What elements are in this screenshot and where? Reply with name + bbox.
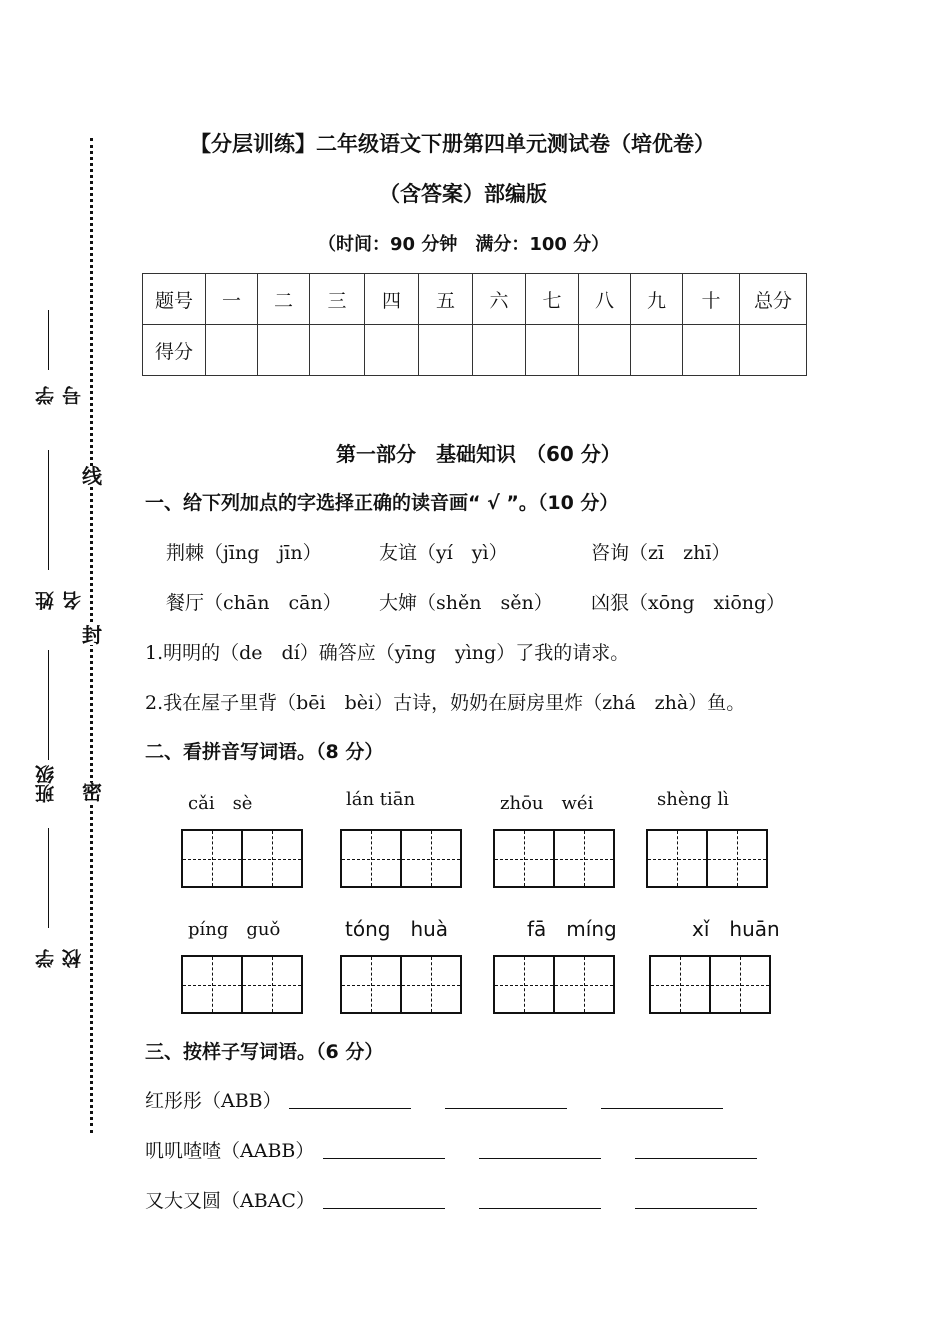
q1-item: 咨询（zī zhī） — [591, 542, 731, 564]
score-cell[interactable] — [740, 325, 807, 376]
pinyin-label: shèng lì — [657, 789, 729, 810]
score-cell[interactable] — [579, 325, 631, 376]
answer-blank[interactable] — [479, 1158, 601, 1159]
score-cell[interactable] — [419, 325, 473, 376]
class-label: 班级 — [35, 765, 57, 803]
q1-item: 友谊（yí yì） — [379, 542, 508, 564]
part1-heading: 第一部分 基础知识 （60 分） — [336, 442, 621, 466]
score-cell[interactable] — [310, 325, 365, 376]
writing-box[interactable] — [493, 829, 615, 888]
answer-blank[interactable] — [445, 1108, 567, 1109]
score-header-cell: 五 — [419, 274, 473, 325]
score-header-cell: 六 — [473, 274, 526, 325]
q3-example: 叽叽喳喳（AABB） — [145, 1140, 315, 1162]
score-cell[interactable] — [365, 325, 419, 376]
writing-box[interactable] — [646, 829, 768, 888]
score-header-cell: 十 — [683, 274, 740, 325]
name-field[interactable] — [28, 450, 84, 610]
score-header-cell: 四 — [365, 274, 419, 325]
name-label: 姓名 — [35, 591, 84, 610]
score-row-label: 得分 — [143, 325, 206, 376]
pinyin-label: zhōu wéi — [500, 793, 594, 814]
score-value-row — [143, 325, 807, 376]
q1-item: 凶狠（xōng xiōng） — [591, 592, 786, 614]
q1-heading: 一、给下列加点的字选择正确的读音画“ √ ”。（10 分） — [145, 492, 619, 514]
exam-info: （时间：90 分钟 满分：100 分） — [318, 234, 610, 255]
q1-sentence-2: 2.我在屋子里背（bēi bèi）古诗，奶奶在厨房里炸（zhá zhà）鱼。 — [145, 692, 746, 714]
score-cell[interactable] — [206, 325, 258, 376]
writing-box[interactable] — [649, 955, 771, 1014]
q3-example: 红彤彤（ABB） — [145, 1090, 282, 1112]
q1-item: 餐厅（chān cān） — [166, 592, 342, 614]
score-header-cell: 一 — [206, 274, 258, 325]
answer-blank[interactable] — [635, 1158, 757, 1159]
writing-box[interactable] — [340, 829, 462, 888]
score-cell[interactable] — [526, 325, 579, 376]
q1-item: 荆棘（jīng jīn） — [166, 542, 322, 564]
writing-box[interactable] — [181, 829, 303, 888]
answer-blank[interactable] — [479, 1208, 601, 1209]
score-header-row — [143, 274, 807, 325]
q3-heading: 三、按样子写词语。（6 分） — [145, 1041, 384, 1063]
page-title: 【分层训练】二年级语文下册第四单元测试卷（培优卷） — [190, 132, 715, 156]
class-field[interactable] — [28, 650, 58, 820]
score-header-cell: 二 — [258, 274, 310, 325]
score-table — [142, 273, 807, 376]
writing-box[interactable] — [340, 955, 462, 1014]
page-subtitle: （含答案）部编版 — [379, 182, 547, 206]
school-label: 学校 — [35, 949, 84, 968]
q3-example: 又大又圆（ABAC） — [145, 1190, 315, 1212]
seal-word-mi: 密 — [82, 780, 102, 804]
score-header-cell: 题号 — [143, 274, 206, 325]
student-id-label: 学号 — [35, 386, 84, 405]
score-header-cell: 八 — [579, 274, 631, 325]
score-header-cell: 九 — [631, 274, 683, 325]
q1-sentence-1: 1.明明的（de dí）确答应（yīng yìng）了我的请求。 — [145, 642, 630, 664]
q1-item: 大婶（shěn sěn） — [379, 592, 553, 614]
school-field[interactable] — [28, 828, 84, 968]
writing-box[interactable] — [181, 955, 303, 1014]
score-header-cell: 三 — [310, 274, 365, 325]
answer-blank[interactable] — [601, 1108, 723, 1109]
pinyin-label: xǐ huān — [692, 917, 780, 941]
answer-blank[interactable] — [323, 1158, 445, 1159]
pinyin-label: cǎi sè — [188, 793, 253, 814]
pinyin-label: píng guǒ — [188, 919, 281, 940]
pinyin-label: fā míng — [527, 917, 617, 941]
score-cell[interactable] — [473, 325, 526, 376]
score-header-cell: 总分 — [740, 274, 807, 325]
score-cell[interactable] — [258, 325, 310, 376]
student-id-field[interactable] — [28, 310, 84, 405]
seal-word-feng: 封 — [82, 623, 102, 647]
seal-word-xian: 线 — [82, 464, 102, 488]
q2-heading: 二、看拼音写词语。（8 分） — [145, 741, 384, 763]
score-cell[interactable] — [631, 325, 683, 376]
pinyin-label: lán tiān — [346, 789, 416, 810]
score-header-cell: 七 — [526, 274, 579, 325]
writing-box[interactable] — [493, 955, 615, 1014]
answer-blank[interactable] — [289, 1108, 411, 1109]
answer-blank[interactable] — [323, 1208, 445, 1209]
pinyin-label: tóng huà — [345, 917, 449, 941]
score-cell[interactable] — [683, 325, 740, 376]
answer-blank[interactable] — [635, 1208, 757, 1209]
